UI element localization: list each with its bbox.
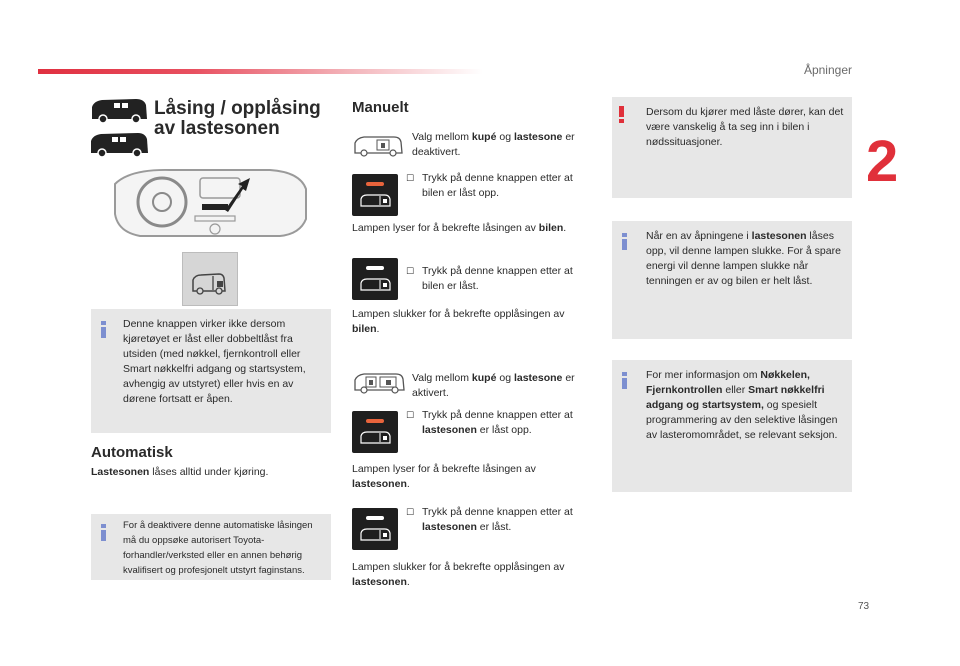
step2-text — [406, 264, 590, 294]
select-off-text — [412, 130, 592, 160]
button-led-on-icon — [352, 411, 398, 453]
t-bold: Smart nøkkelfri adgang og startsystem, — [646, 384, 825, 411]
led-on-icon — [366, 182, 384, 186]
t-bold: lastesonen — [422, 521, 477, 533]
t-bold: kupé — [471, 372, 497, 384]
select-on-text — [412, 371, 592, 401]
info-more-text — [646, 368, 846, 443]
t: Lampen lyser for å bekrefte låsingen av — [352, 222, 539, 234]
info-box-button-disabled — [91, 309, 331, 433]
led-on-icon — [366, 419, 384, 423]
step3-text — [406, 408, 590, 438]
info-lamp-text — [646, 229, 846, 289]
t: Trykk på denne knappen etter at — [422, 506, 573, 518]
automatic-rest: låses alltid under kjøring. — [149, 466, 269, 478]
van-lock-icon-select-on — [352, 370, 406, 394]
t: er deaktivert. — [412, 131, 575, 158]
section-label: Åpninger — [803, 63, 852, 77]
warning-box — [612, 97, 852, 198]
van-lock-icon — [359, 191, 393, 211]
button-led-off-icon — [352, 258, 398, 300]
t-bold: lastesone — [513, 131, 563, 143]
t: er aktivert. — [412, 372, 575, 399]
t: Trykk på denne knappen etter at — [422, 409, 573, 421]
t: . — [406, 576, 410, 588]
info-text: Denne knappen virker ikke dersom kjøretøyet er låst eller dobbeltlåst fra utsiden (med nøkkel, fjernkontroll eller Smart nøkkelfri adgang og startsystem, avhengig av utstyret) eller hvis en av dørene fortsatt er åpen. — [123, 318, 306, 405]
lamp2-text — [352, 307, 592, 337]
t-bold: bilen — [352, 323, 377, 335]
info-icon — [622, 233, 627, 250]
info-icon — [622, 372, 627, 389]
led-off-icon — [366, 266, 384, 270]
automatic-info-text: For å deaktivere denne automatiske låsingen må du oppsøke autorisert Toyota-forhandler/verksted eller en annen behørig kvalifisert og profesjonelt utstyrt faginstans. — [123, 520, 313, 576]
t-bold: lastesonen — [422, 424, 477, 436]
lamp3-text — [352, 462, 592, 492]
page-number: 73 — [858, 601, 870, 612]
page-title-line2: av lastesonen — [154, 118, 280, 139]
led-off-icon — [366, 516, 384, 520]
t-bold: lastesonen — [751, 230, 807, 242]
t: . — [376, 323, 380, 335]
chapter-number: 2 — [866, 129, 899, 194]
dashboard-illustration-icon — [110, 164, 310, 246]
automatic-text — [91, 465, 331, 480]
t: Lampen lyser for å bekrefte låsingen av — [352, 463, 536, 475]
button-led-off-icon — [352, 508, 398, 550]
lamp1-text — [352, 221, 592, 236]
heading-manual: Manuelt — [352, 99, 409, 116]
t: og spesielt programmering av den selektive låsingen av lasteromområdet, se relevant seksjon. — [646, 399, 838, 441]
t: og — [496, 131, 514, 143]
info-box-automatic — [91, 514, 331, 580]
van-lock-icon — [359, 525, 393, 545]
van-lock-icon-select-off — [352, 133, 404, 157]
t: . — [563, 222, 567, 234]
van-lock-icon — [359, 428, 393, 448]
info-box-lamp — [612, 221, 852, 339]
page-title-line1: Låsing / opplåsing — [154, 98, 321, 119]
van-silhouette-icon — [88, 97, 150, 123]
t: og — [496, 372, 514, 384]
step4-text — [406, 505, 590, 535]
t: er låst. — [476, 521, 512, 533]
van-lock-icon — [183, 253, 237, 305]
checkbox-bullet-icon: ☐ — [406, 410, 415, 420]
t: . — [406, 478, 410, 490]
t: Når en av åpningene i — [646, 230, 752, 242]
checkbox-bullet-icon: ☐ — [406, 266, 415, 276]
t: Valg mellom — [412, 372, 472, 384]
t: Trykk på denne knappen etter at bilen er låst. — [422, 265, 573, 292]
header-accent-bar — [38, 69, 483, 74]
t-bold: kupé — [471, 131, 497, 143]
t-bold: lastesone — [513, 372, 563, 384]
t: Trykk på denne knappen etter at bilen er låst opp. — [422, 172, 573, 199]
step1-text — [406, 171, 590, 201]
t-bold: lastesonen — [352, 478, 407, 490]
van-long-silhouette-icon — [88, 131, 150, 157]
checkbox-bullet-icon: ☐ — [406, 173, 415, 183]
warning-icon — [619, 106, 625, 123]
load-lock-button-illustration — [182, 252, 238, 306]
heading-automatic: Automatisk — [91, 444, 173, 461]
t: eller — [722, 384, 749, 396]
automatic-bold: Lastesonen — [91, 466, 150, 478]
t-bold: lastesonen — [352, 576, 407, 588]
info-icon — [101, 524, 106, 541]
t-bold: Nøkkelen, Fjernkontrollen — [646, 369, 810, 396]
t: Lampen slukker for å bekrefte opplåsingen av — [352, 561, 565, 573]
t: Lampen slukker for å bekrefte opplåsingen av — [352, 308, 565, 320]
info-box-more — [612, 360, 852, 492]
t: er låst opp. — [476, 424, 532, 436]
info-icon — [101, 321, 106, 338]
button-led-on-icon — [352, 174, 398, 216]
van-lock-icon — [359, 275, 393, 295]
page-title — [154, 99, 344, 139]
checkbox-bullet-icon: ☐ — [406, 507, 415, 517]
t-bold: bilen — [538, 222, 564, 234]
t: låses opp, vil denne lampen slukke. For å spare energi vil denne lampen slukke når tenningen er av og bilen er helt låst. — [646, 230, 841, 287]
warning-text: Dersom du kjører med låste dører, kan det være vanskelig å ta seg inn i bilen i nødssituasjoner. — [646, 106, 844, 148]
t: For mer informasjon om — [646, 369, 761, 381]
t: Valg mellom — [412, 131, 472, 143]
lamp4-text — [352, 560, 592, 590]
